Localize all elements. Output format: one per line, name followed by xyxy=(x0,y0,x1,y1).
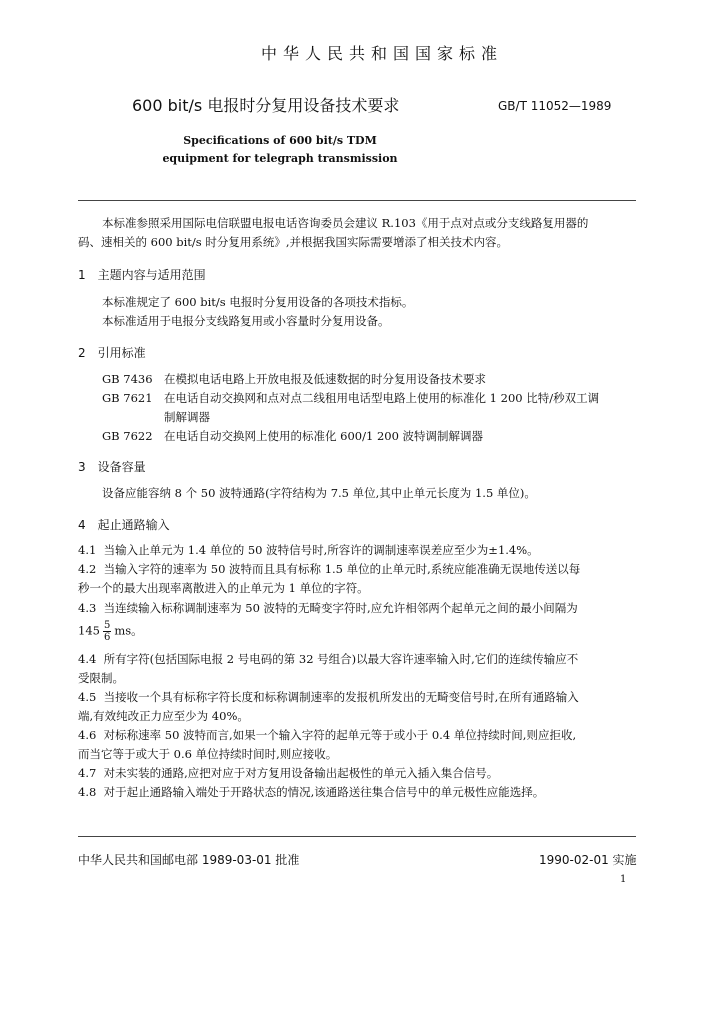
clause-4-3-text-line1: 当连续输入标称调制速率为 50 波特的无畸变字符时,应允许相邻两个起单元之间的最小间隔为 xyxy=(103,601,578,615)
clause-4-7-text: 对未实装的通路,应把对应于对方复用设备输出起极性的单元入插入集合信号。 xyxy=(103,766,499,780)
ref-code-1: GB 7436 xyxy=(102,372,153,386)
clause-4-5-number: 4.5 xyxy=(78,690,97,704)
section-2-number: 2 xyxy=(78,346,86,360)
clause-4-5 xyxy=(78,688,640,707)
effective-date: 1990-02-01 实施 xyxy=(539,853,637,867)
fraction-denominator: 6 xyxy=(103,632,111,643)
clause-4-4 xyxy=(78,650,640,669)
document-title: 600 bit/s 电报时分复用设备技术要求 xyxy=(132,96,400,115)
section-1-paragraph-2: 本标准适用于电报分支线路复用或小容量时分复用设备。 xyxy=(102,314,390,328)
clause-4-3-value xyxy=(78,620,640,643)
intro-line1: 本标准参照采用国际电信联盟电报电话咨询委员会建议 R.103《用于点对点或分支线路复用器的 xyxy=(102,216,589,230)
clause-4-2-number: 4.2 xyxy=(78,562,97,576)
section-1-number: 1 xyxy=(78,268,86,282)
section-3-number: 3 xyxy=(78,460,86,474)
clause-4-2-text-line1: 当输入字符的速率为 50 波特而且具有标称 1.5 单位的止单元时,系统应能准确无误地传送以每 xyxy=(103,562,581,576)
clause-4-4-cont: 受限制。 xyxy=(78,671,124,685)
clause-4-1-text: 当输入止单元为 1.4 单位的 50 波特信号时,所容许的调制速率误差应至少为±1.4%。 xyxy=(103,543,539,557)
clause-4-8 xyxy=(78,783,640,802)
clause-4-1-number: 4.1 xyxy=(78,543,97,557)
section-4-heading xyxy=(78,516,182,533)
clause-4-2-cont: 秒一个的最大出现率离散进入的止单元为 1 单位的字符。 xyxy=(78,581,369,595)
section-1-heading xyxy=(78,266,218,283)
ref-text-1: 在模拟电话电路上开放电报及低速数据的时分复用设备技术要求 xyxy=(164,372,486,386)
section-1-paragraph-1: 本标准规定了 600 bit/s 电报时分复用设备的各项技术指标。 xyxy=(102,295,414,309)
section-4-number: 4 xyxy=(78,518,86,532)
clause-4-8-number: 4.8 xyxy=(78,785,97,799)
clause-4-6-number: 4.6 xyxy=(78,728,97,742)
intro-line2: 码、速相关的 600 bit/s 时分复用系统》,并根据我国实际需要增添了相关技术内容。 xyxy=(78,235,509,249)
interval-value: 145 xyxy=(78,623,100,638)
clause-4-7-number: 4.7 xyxy=(78,766,97,780)
clause-4-6 xyxy=(78,726,640,745)
footer-divider xyxy=(78,836,636,837)
section-2-title: 引用标准 xyxy=(97,346,146,360)
clause-4-3 xyxy=(78,599,640,618)
section-3-heading xyxy=(78,458,158,475)
interval-unit: ms。 xyxy=(114,623,143,638)
clause-4-1 xyxy=(78,541,640,560)
english-title-line2: equipment for telegraph transmission xyxy=(162,152,398,165)
clause-4-4-number: 4.4 xyxy=(78,652,97,666)
ref-text-3: 在电话自动交换网上使用的标准化 600/1 200 波特调制解调器 xyxy=(164,429,484,443)
ref-text-2-cont: 制解调器 xyxy=(164,410,210,424)
clause-4-4-text-line1: 所有字符(包括国际电报 2 号电码的第 32 号组合)以最大容许速率输入时,它们的连续传输应不 xyxy=(103,652,579,666)
clause-4-6-cont: 而当它等于或大于 0.6 单位持续时间时,则应接收。 xyxy=(78,747,338,761)
approval-line: 中华人民共和国邮电部 1989-03-01 批准 xyxy=(78,853,300,867)
ref-text-2: 在电话自动交换网和点对点二线租用电话型电路上使用的标准化 1 200 比特/秒双工调 xyxy=(164,391,600,405)
english-title-line1: Specifications of 600 bit/s TDM xyxy=(183,134,377,147)
standard-code: GB/T 11052—1989 xyxy=(498,99,612,113)
clause-4-8-text: 对于起止通路输入端处于开路状态的情况,该通路送往集合信号中的单元极性应能选择。 xyxy=(103,785,545,799)
clause-4-5-text-line1: 当接收一个具有标称字符长度和标称调制速率的发报机所发出的无畸变信号时,在所有通路输入 xyxy=(103,690,579,704)
clause-4-5-cont: 端,有效纯改正力应至少为 40%。 xyxy=(78,709,249,723)
clause-4-7 xyxy=(78,764,640,783)
clause-4-6-text-line1: 对标称速率 50 波特而言,如果一个输入字符的起单元等于或小于 0.4 单位持续时间,则应拒收, xyxy=(103,728,577,742)
clause-4-3-number: 4.3 xyxy=(78,601,97,615)
interval-fraction xyxy=(103,620,111,643)
section-3-title: 设备容量 xyxy=(97,460,146,474)
national-standard-header: 中华人民共和国国家标准 xyxy=(260,44,503,63)
ref-code-3: GB 7622 xyxy=(102,429,153,443)
fraction-numerator: 5 xyxy=(103,620,111,631)
section-2-heading xyxy=(78,344,158,361)
header-divider xyxy=(78,200,636,201)
clause-4-2 xyxy=(78,560,640,579)
ref-code-2: GB 7621 xyxy=(102,391,153,405)
section-3-paragraph: 设备应能容纳 8 个 50 波特通路(字符结构为 7.5 单位,其中止单元长度为 1.5 单位)。 xyxy=(102,486,536,500)
page-number: 1 xyxy=(620,874,627,885)
section-4-title: 起止通路输入 xyxy=(97,518,170,532)
section-1-title: 主题内容与适用范围 xyxy=(97,268,206,282)
